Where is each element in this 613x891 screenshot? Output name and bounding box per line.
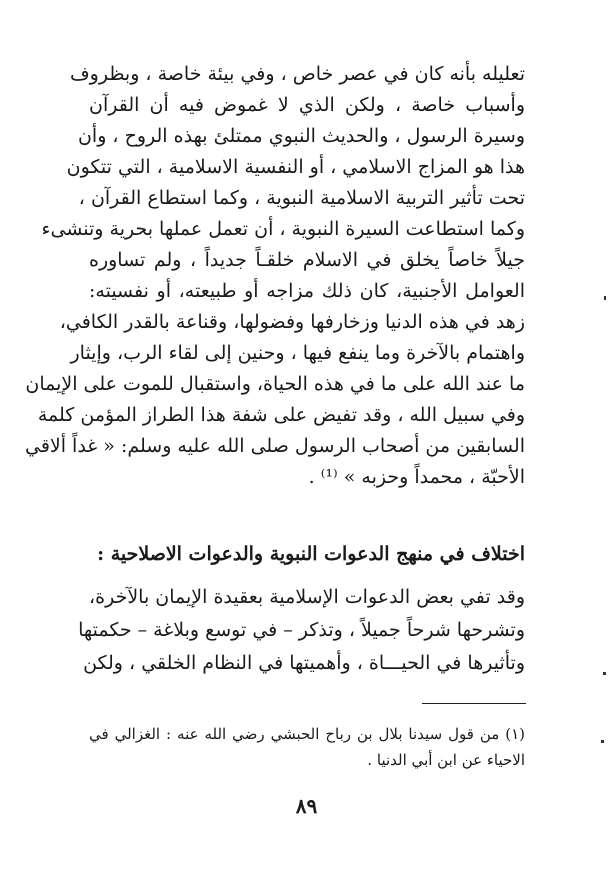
body-line: السابقين من أصحاب الرسول صلى الله عليه وسلم: « غداً ألاقي <box>24 435 525 457</box>
scan-speck <box>603 672 606 675</box>
body-line: زهد في هذه الدنيا وزخارفها وفضولها، وقناعة بالقدر الكافي، <box>59 311 525 333</box>
scan-speck <box>601 740 604 743</box>
body-line: وسيرة الرسول ، والحديث النبوي ممتلئ بهذه الروح ، وأن <box>77 125 525 147</box>
section-line: وتأثيرها في الحيـــاة ، وأهميتها في النظام الخلقي ، ولكن <box>83 652 525 674</box>
footnote-line: الاحياء عن ابن أبي الدنيا . <box>367 751 525 769</box>
body-line: وكما استطاعت السيرة النبوية ، أن تعمل عملها بحرية وتنشىء <box>41 218 525 240</box>
body-line: وأسباب خاصة ، ولكن الذي لا غموض فيه أن القرآن <box>89 94 525 116</box>
body-line: العوامل الأجنبية، كان ذلك مزاجه أو طبيعته، أو نفسيته: <box>89 280 525 302</box>
body-line: تعليله بأنه كان في عصر خاص ، وفي بيئة خاصة ، وبظروف <box>69 63 525 85</box>
page-number: ٨٩ <box>295 794 318 818</box>
body-line: هذا هو المزاج الاسلامي ، أو النفسية الاسلامية ، التي تتكون <box>66 156 525 178</box>
body-line: جيلاً خاصاً يخلق في الاسلام خلقـاً جديداً ، ولم تساوره <box>89 249 525 271</box>
body-line: تحت تأثير التربية الاسلامية النبوية ، وكما استطاع القرآن ، <box>78 187 525 209</box>
section-line: وقد تفي بعض الدعوات الإسلامية بعقيدة الإيمان بالآخرة، <box>89 586 525 608</box>
footnote-divider <box>422 703 526 704</box>
body-line: ما عند الله على ما في هذه الحياة، واستقبال للموت على الإيمان <box>25 373 525 395</box>
scan-speck <box>604 296 606 300</box>
footnote-line: (١) من قول سيدنا بلال بن رباح الحبشي رضي الله عنه : الغزالي في <box>89 725 525 743</box>
section-line: وتشرحها شرحاً جميلاً ، وتذكر – في توسع وبلاغة – حكمتها <box>78 619 525 641</box>
body-line: الأحبّة ، محمداً وحزبه » ⁽¹⁾ . <box>308 466 525 488</box>
body-line: واهتمام بالآخرة وما ينفع فيها ، وحنين إلى لقاء الرب، وإيثار <box>70 342 525 364</box>
section-heading: اختلاف في منهج الدعوات النبوية والدعوات الاصلاحية : <box>97 543 525 565</box>
body-line: وفي سبيل الله ، وقد تفيض على شفة هذا الطراز المؤمن كلمة <box>37 404 525 426</box>
